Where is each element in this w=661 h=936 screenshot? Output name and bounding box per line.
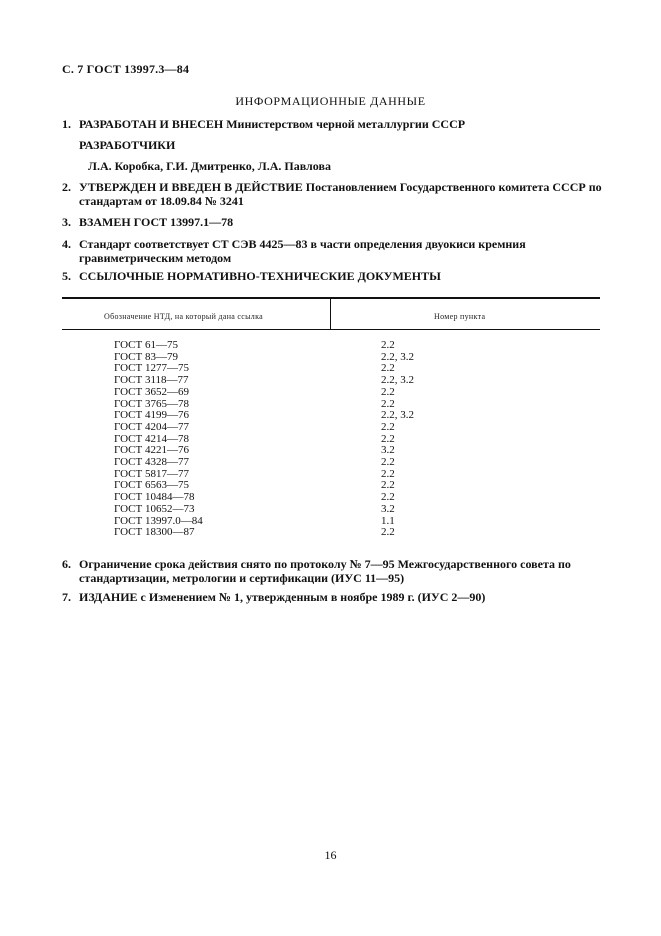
table-cell-document: ГОСТ 3765—78 xyxy=(114,397,189,410)
table-cell-document: ГОСТ 3118—77 xyxy=(114,374,189,387)
info-item-7 xyxy=(62,590,602,604)
table-column-divider xyxy=(330,298,331,329)
info-item-2 xyxy=(62,180,602,208)
table-cell-clause: 2.2, 3.2 xyxy=(381,350,414,363)
developers-label: РАЗРАБОТЧИКИ xyxy=(79,138,176,152)
item-number: 5. xyxy=(62,269,71,283)
item-text: РАЗРАБОТАН И ВНЕСЕН Министерством черной металлургии СССР xyxy=(79,117,466,131)
table-cell-clause: 2.2 xyxy=(381,362,395,375)
table-clauses-column xyxy=(381,340,414,539)
table-cell-document: ГОСТ 4328—77 xyxy=(114,456,189,469)
table-cell-document: ГОСТ 4214—78 xyxy=(114,432,189,445)
table-cell-document: ГОСТ 4204—77 xyxy=(114,420,189,433)
item-text: ССЫЛОЧНЫЕ НОРМАТИВНО-ТЕХНИЧЕСКИЕ ДОКУМЕНТЫ xyxy=(79,269,441,283)
table-cell-clause: 2.2 xyxy=(381,397,395,410)
item-text: Ограничение срока действия снято по протоколу № 7—95 Межгосударственного совета по стандартизации, метрологии и сертификации (ИУС 11—95) xyxy=(79,557,571,585)
table-header-clause: Номер пункта xyxy=(434,312,486,321)
item-number: 3. xyxy=(62,215,71,229)
table-cell-document: ГОСТ 10484—78 xyxy=(114,491,195,504)
developers-names: Л.А. Коробка, Г.И. Дмитренко, Л.А. Павлова xyxy=(88,159,331,173)
table-header-document: Обозначение НТД, на который дана ссылка xyxy=(104,312,264,321)
table-cell-document: ГОСТ 3652—69 xyxy=(114,385,189,398)
table-cell-clause: 2.2 xyxy=(381,420,395,433)
table-cell-clause: 2.2 xyxy=(381,491,395,504)
section-title: ИНФОРМАЦИОННЫЕ ДАННЫЕ xyxy=(235,94,426,108)
table-cell-clause: 2.2, 3.2 xyxy=(381,409,414,422)
table-cell-document: ГОСТ 13997.0—84 xyxy=(114,514,203,527)
info-item-3 xyxy=(62,215,602,229)
table-header-rule xyxy=(62,329,600,330)
table-cell-clause: 2.2 xyxy=(381,456,395,469)
item-text: Стандарт соответствует СТ СЭВ 4425—83 в части определения двуокиси кремния гравиметрическим методом xyxy=(79,237,526,265)
info-item-1 xyxy=(62,117,602,131)
page-header: С. 7 ГОСТ 13997.3—84 xyxy=(62,62,190,76)
table-cell-document: ГОСТ 18300—87 xyxy=(114,526,195,539)
info-item-6 xyxy=(62,557,602,585)
info-item-5 xyxy=(62,269,602,283)
table-cell-document: ГОСТ 61—75 xyxy=(114,339,178,351)
item-number: 4. xyxy=(62,237,71,251)
table-cell-clause: 2.2 xyxy=(381,467,395,480)
table-cell-document: ГОСТ 6563—75 xyxy=(114,479,189,492)
table-cell-clause: 2.2 xyxy=(381,432,395,445)
table-cell-clause: 2.2 xyxy=(381,526,395,539)
item-text: УТВЕРЖДЕН И ВВЕДЕН В ДЕЙСТВИЕ Постановлением Государственного комитета СССР по стандартам от 18.09.84 № 3241 xyxy=(79,180,602,208)
table-cell-clause: 2.2 xyxy=(381,339,395,351)
table-documents-column xyxy=(114,340,203,539)
table-cell-document: ГОСТ 83—79 xyxy=(114,350,178,363)
table-cell-document: ГОСТ 1277—75 xyxy=(114,362,189,375)
item-number: 7. xyxy=(62,590,71,604)
table-cell-clause: 3.2 xyxy=(381,444,395,457)
table-cell-clause: 2.2, 3.2 xyxy=(381,374,414,387)
item-number: 1. xyxy=(62,117,71,131)
info-item-4 xyxy=(62,237,602,265)
table-top-rule xyxy=(62,297,600,299)
item-text: ИЗДАНИЕ с Изменением № 1, утвержденным в ноябре 1989 г. (ИУС 2—90) xyxy=(79,590,486,604)
table-cell-clause: 1.1 xyxy=(381,514,395,527)
item-number: 2. xyxy=(62,180,71,194)
table-cell-document: ГОСТ 5817—77 xyxy=(114,467,189,480)
table-cell-clause: 2.2 xyxy=(381,385,395,398)
page-number: 16 xyxy=(324,848,337,862)
table-cell-document: ГОСТ 4221—76 xyxy=(114,444,189,457)
table-cell-document: ГОСТ 4199—76 xyxy=(114,409,189,422)
table-cell-clause: 3.2 xyxy=(381,502,395,515)
item-number: 6. xyxy=(62,557,71,571)
table-cell-clause: 2.2 xyxy=(381,479,395,492)
table-cell-document: ГОСТ 10652—73 xyxy=(114,502,195,515)
item-text: ВЗАМЕН ГОСТ 13997.1—78 xyxy=(79,215,234,229)
